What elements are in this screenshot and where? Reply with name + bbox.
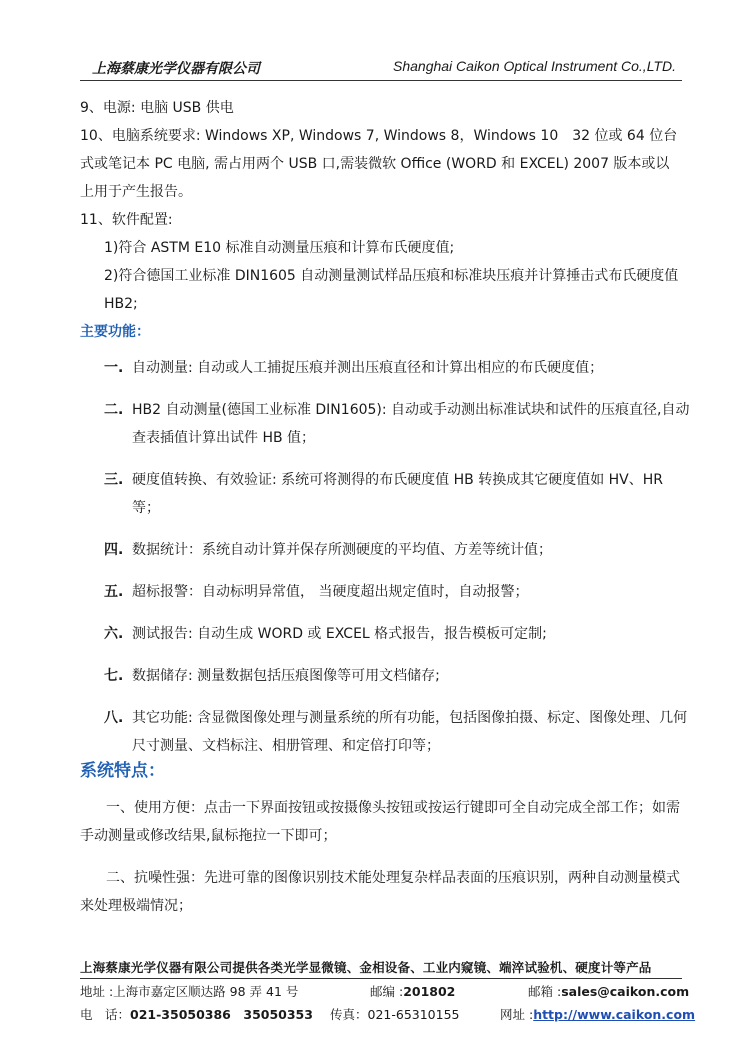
function-text: 其它功能: 含显微图像处理与测量系统的所有功能，包括图像拍摄、标定、图像处理、几何尺寸测量、文档标注、相册管理、和定倍打印等； (132, 710, 688, 754)
spec-power: 9、电源: 电脑 USB 供电 (80, 100, 234, 116)
function-item (104, 578, 690, 606)
main-functions-list (104, 354, 690, 774)
footer-slogan: 上海蔡康光学仪器有限公司提供各类光学显微镜、金相设备、工业内窥镜、端淬试验机、硬度计等产品 (80, 958, 682, 979)
footer-phone-value: 021-35050386 35050353 (130, 1007, 313, 1022)
function-number: 六. (104, 626, 124, 642)
function-text: 数据储存: 测量数据包括压痕图像等可用文档储存; (132, 668, 440, 684)
footer-phone-label: 电 话： (80, 1007, 131, 1022)
function-text: 超标报警：自动标明异常值， 当硬度超出规定值时，自动报警； (132, 584, 529, 600)
function-number: 八. (104, 710, 124, 726)
main-functions-title: 主要功能： (80, 324, 150, 340)
header-company-cn: 上海蔡康光学仪器有限公司 (92, 61, 260, 77)
function-number: 七. (104, 668, 124, 684)
footer-address: 地址 :上海市嘉定区顺达路 98 弄 41 号 (80, 984, 299, 999)
page-footer (80, 958, 696, 1025)
system-feature-item: 二、抗噪性强：先进可靠的图像识别技术能处理复杂样品表面的压痕识别，两种自动测量模式来处理极端情况； (80, 870, 680, 914)
function-item (104, 466, 690, 522)
system-feature-item: 一、使用方便：点击一下界面按钮或按摄像头按钮或按运行键即可全自动完成全部工作；如需手动测量或修改结果,鼠标拖拉一下即可； (80, 800, 680, 844)
function-item (104, 354, 690, 382)
page-header (80, 56, 682, 81)
function-text: 测试报告: 自动生成 WORD 或 EXCEL 格式报告，报告模板可定制; (132, 626, 547, 642)
function-text: 硬度值转换、有效验证: 系统可将测得的布氏硬度值 HB 转换成其它硬度值如 HV、HR 等； (132, 472, 664, 516)
function-text: HB2 自动测量(德国工业标准 DIN1605): 自动或手动测出标准试块和试件的压痕直径,自动查表插值计算出试件 HB 值； (132, 402, 690, 446)
footer-row-contact (80, 1005, 696, 1025)
function-item (104, 704, 690, 760)
footer-web-label: 网址 : (500, 1007, 534, 1022)
specs-section (80, 94, 680, 346)
function-item (104, 396, 690, 452)
spec-software-config: 11、软件配置: (80, 212, 173, 228)
function-number: 五. (104, 584, 124, 600)
function-number: 一. (104, 360, 124, 376)
footer-fax: 传真：021-65310155 (330, 1007, 460, 1022)
spec-system-requirements: 10、电脑系统要求: Windows XP, Windows 7, Windows 8，Windows 10 32 位或 64 位台式或笔记本 PC 电脑, 需占用两个 USB 口,需装微软 Office (WORD 和 EXCEL) 2007 版本或以上用于产生报告。 (80, 128, 678, 200)
footer-postcode-value: 201802 (403, 984, 456, 999)
footer-postcode (370, 982, 455, 1000)
function-item (104, 662, 690, 690)
footer-email-value: sales@caikon.com (561, 984, 690, 999)
function-number: 四. (104, 542, 124, 558)
footer-row-address (80, 982, 690, 1002)
function-text: 数据统计：系统自动计算并保存所测硬度的平均值、方差等统计值； (132, 542, 552, 558)
footer-web-link[interactable]: http://www.caikon.com (533, 1007, 696, 1022)
function-number: 三. (104, 472, 124, 488)
footer-web (500, 1005, 695, 1023)
function-item (104, 620, 690, 648)
footer-phone (80, 1005, 313, 1023)
software-item-2: 2)符合德国工业标准 DIN1605 自动测量测试样品压痕和标准块压痕并计算捶击式布氏硬度值 HB2; (104, 268, 679, 312)
function-number: 二. (104, 402, 124, 418)
header-company-en: Shanghai Caikon Optical Instrument Co.,LTD. (393, 58, 676, 74)
footer-postcode-label: 邮编 : (370, 984, 404, 999)
function-text: 自动测量: 自动或人工捕捉压痕并测出压痕直径和计算出相应的布氏硬度值； (132, 360, 604, 376)
footer-email (528, 982, 689, 1000)
function-item (104, 536, 690, 564)
footer-email-label: 邮箱 : (528, 984, 562, 999)
software-item-1: 1)符合 ASTM E10 标准自动测量压痕和计算布氏硬度值; (104, 240, 455, 256)
system-features-list (80, 794, 686, 934)
system-features-title: 系统特点： (80, 761, 165, 781)
